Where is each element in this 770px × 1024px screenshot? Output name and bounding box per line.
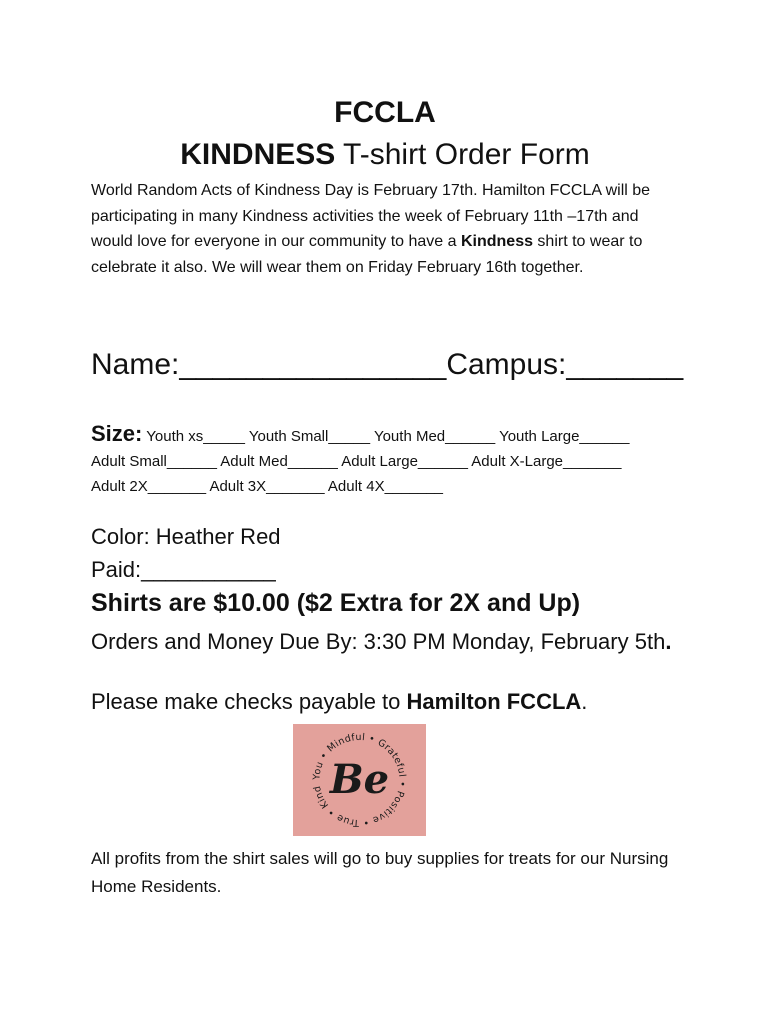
checks-prefix: Please make checks payable to [91,689,407,714]
be-kind-logo-graphic [293,724,426,836]
size-label: Size: [91,421,143,446]
form-title-rest: T-shirt Order Form [335,138,590,171]
adult-plus-sizes-line[interactable]: Adult 2X_______ Adult 3X_______ Adult 4X_______ [91,478,443,495]
logo-be-text: Be [329,756,390,803]
intro-kindness-bold: Kindness [460,233,533,250]
price-heading: Shirts are $10.00 ($2 Extra for 2X and Up) [91,589,581,617]
checks-payee: Hamilton FCCLA [406,689,582,714]
form-title [0,138,770,172]
intro-text-1: World Random Acts of Kindness Day is February 17th. Hamilton FCCLA will be participating in many Kindness activities the week of February 11th –17th and would love for everyone in our community to have a [91,182,651,250]
footer-note: All profits from the shirt sales will go to buy supplies for treats for our Nursing Home Residents. [91,849,669,896]
intro-paragraph [91,178,681,280]
checks-payable-line [91,689,587,715]
checks-end: . [581,689,588,714]
size-options [91,421,691,499]
due-date-line [91,626,691,658]
intro-text-2: shirt to wear to celebrate it also. We will wear them on Friday February 16th together. [91,233,643,276]
name-campus-field[interactable]: Name:________________Campus:_______ [91,348,684,381]
be-kind-logo [293,724,426,836]
youth-sizes[interactable]: Youth xs_____ Youth Small_____ Youth Med______ Youth Large______ [142,428,630,445]
color-line: Color: Heather Red [91,524,281,549]
adult-sizes-line[interactable]: Adult Small______ Adult Med______ Adult Large______ Adult X-Large_______ [91,453,622,470]
form-title-bold: KINDNESS [180,138,336,171]
logo-ring-textpath: You • Mindful • Grateful • Positive • True • Kind [311,731,408,829]
size-line-youth[interactable] [91,421,691,449]
org-title: FCCLA [334,96,436,129]
due-date-text: Orders and Money Due By: 3:30 PM Monday, February 5th [91,629,666,654]
due-date-period: . [665,629,672,654]
paid-field[interactable]: Paid:___________ [91,557,276,582]
